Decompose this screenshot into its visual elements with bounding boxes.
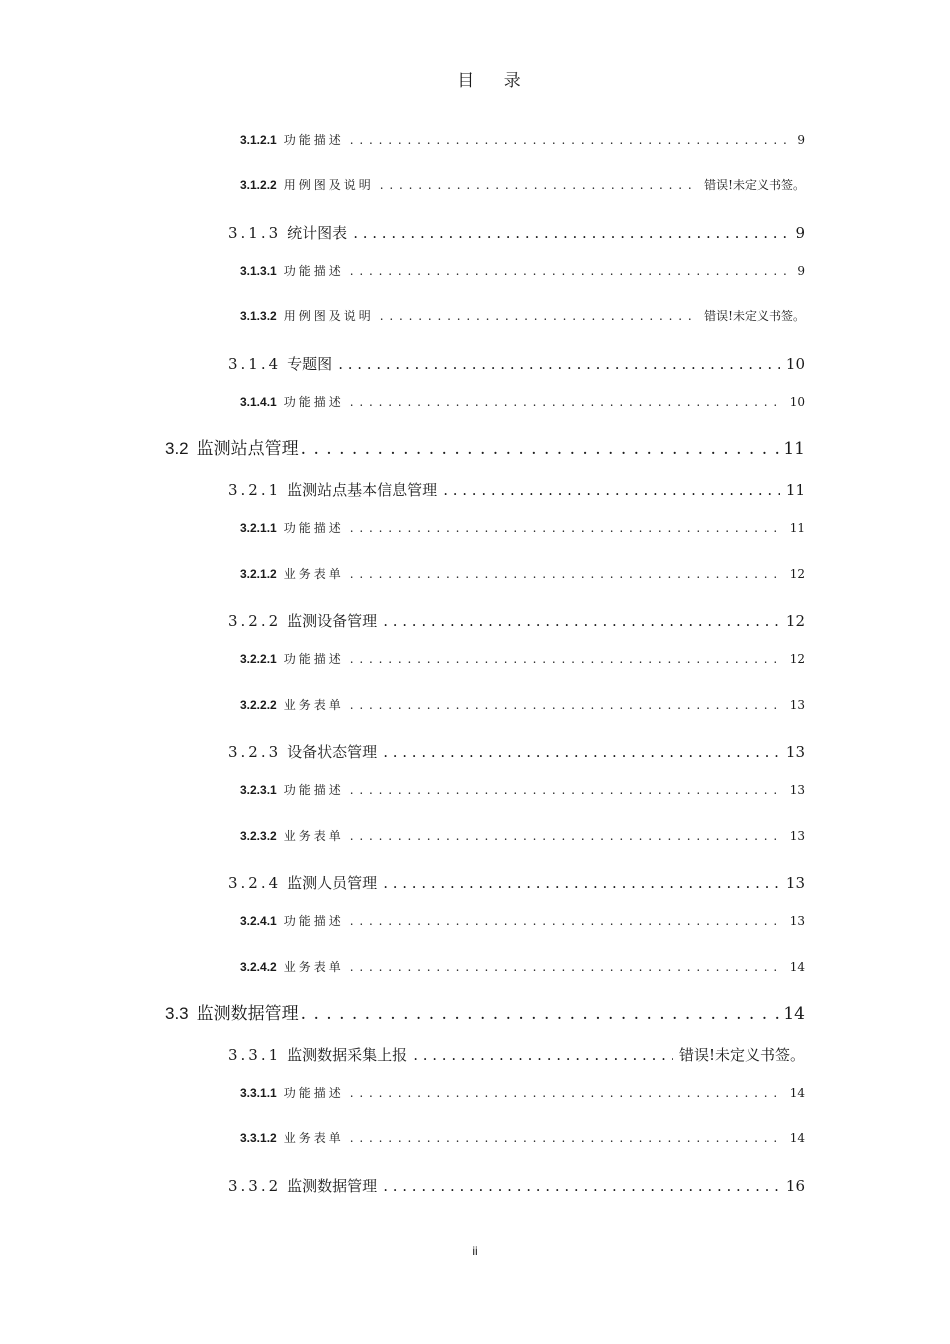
toc-entry[interactable] [240, 519, 805, 536]
toc-entry-page: 错误!未定义书签。 [704, 309, 805, 323]
toc-entry-page: 11 [789, 521, 805, 535]
toc-entry-number: 3.3.2 [228, 1177, 282, 1195]
toc-entry-title: 统计图表 [287, 224, 348, 242]
toc-entry-page: 12 [789, 567, 805, 581]
dot-leader [350, 521, 784, 535]
toc-entry-number: 3.1.2.1 [240, 133, 277, 147]
toc-entry[interactable] [240, 262, 805, 279]
toc-entry-page: 错误!未定义书签。 [678, 1046, 805, 1064]
toc-entry-title: 业务表单 [283, 1131, 344, 1145]
dot-leader [301, 1004, 782, 1024]
toc-entry-title: 监测站点管理 [196, 439, 299, 459]
dot-leader [350, 264, 792, 278]
toc-entry[interactable] [228, 222, 805, 243]
toc-entry-page: 14 [789, 1086, 805, 1100]
toc-entry-title: 功能描述 [283, 652, 344, 666]
toc-title: 目 录 [457, 71, 533, 91]
toc-entry-number: 3.3 [165, 1004, 189, 1023]
toc-entry[interactable] [240, 176, 805, 193]
toc-entry-number: 3.1.3.2 [240, 309, 277, 323]
toc-entry-title: 监测人员管理 [287, 874, 378, 892]
toc-entry[interactable] [228, 741, 805, 762]
toc-entry-page: 13 [785, 874, 805, 892]
toc-entry-page: 13 [789, 698, 805, 712]
toc-entry-title: 功能描述 [283, 783, 344, 797]
toc-entry-title: 业务表单 [283, 829, 344, 843]
toc-entry-number: 3.2.1.1 [240, 521, 277, 535]
toc-entry[interactable] [228, 610, 805, 631]
toc-entry-number: 3.2.4.2 [240, 960, 277, 974]
dot-leader [338, 355, 780, 373]
toc-entry[interactable] [240, 650, 805, 667]
toc-entry-page: 12 [785, 612, 805, 630]
toc-entry-title: 监测数据管理 [287, 1177, 378, 1195]
toc-entry-page: 9 [797, 133, 805, 147]
toc-entry[interactable] [240, 1084, 805, 1101]
toc-entry[interactable] [240, 912, 805, 929]
toc-entry-title: 功能描述 [283, 395, 344, 409]
toc-entry[interactable] [240, 393, 805, 410]
toc-entry-number: 3.1.3.1 [240, 264, 277, 278]
toc-entry-number: 3.3.1.1 [240, 1086, 277, 1100]
dot-leader [353, 224, 789, 242]
toc-entry[interactable] [240, 696, 805, 713]
toc-entry[interactable] [228, 872, 805, 893]
toc-entry-page: 14 [783, 1004, 805, 1024]
toc-entry-number: 3.2.3.2 [240, 829, 277, 843]
toc-entry-number: 3.1.4.1 [240, 395, 277, 409]
toc-entry-number: 3.2.1.2 [240, 567, 277, 581]
toc-entry-title: 业务表单 [283, 698, 344, 712]
toc-entry-page: 14 [789, 960, 805, 974]
toc-entry-title: 监测站点基本信息管理 [287, 481, 438, 499]
toc-entry-title: 功能描述 [283, 521, 344, 535]
toc-entry-number: 3.2.3.1 [240, 783, 277, 797]
toc-entry-title: 功能描述 [283, 914, 344, 928]
toc-entry-number: 3.1.3 [228, 224, 282, 242]
toc-entry-page: 错误!未定义书签。 [704, 178, 805, 192]
toc-entry-page: 10 [789, 395, 805, 409]
dot-leader [383, 612, 780, 630]
toc-entry-page: 13 [789, 914, 805, 928]
toc-entry-page: 16 [785, 1177, 805, 1195]
toc-entry-page: 11 [785, 481, 805, 499]
toc-entry-title: 用例图及说明 [283, 309, 374, 323]
toc-entry-title: 用例图及说明 [283, 178, 374, 192]
toc-entry[interactable] [240, 131, 805, 148]
toc-entry-page: 13 [789, 829, 805, 843]
toc-entry-number: 3.2.2.1 [240, 652, 277, 666]
dot-leader [350, 567, 784, 581]
dot-leader [350, 652, 784, 666]
toc-entry-title: 业务表单 [283, 960, 344, 974]
toc-entry-number: 3.1.4 [228, 355, 282, 373]
dot-leader [383, 874, 780, 892]
toc-entry[interactable] [240, 781, 805, 798]
toc-entry-number: 3.2.4 [228, 874, 282, 892]
toc-entry-page: 9 [797, 264, 805, 278]
toc-entry[interactable] [228, 1044, 805, 1065]
page-number: ii [472, 1244, 478, 1258]
toc-entry-number: 3.2.3 [228, 743, 282, 761]
toc-entry-page: 13 [789, 783, 805, 797]
toc-entry-title: 功能描述 [283, 133, 344, 147]
dot-leader [350, 783, 784, 797]
toc-entry[interactable] [228, 479, 805, 500]
toc-entry[interactable] [240, 1129, 805, 1146]
dot-leader [350, 698, 784, 712]
toc-entry[interactable] [165, 999, 805, 1024]
dot-leader [301, 439, 782, 459]
toc-entry[interactable] [240, 827, 805, 844]
dot-leader [413, 1046, 673, 1064]
toc-entry-page: 11 [783, 439, 805, 459]
toc-entry-title: 专题图 [287, 355, 333, 373]
dot-leader [443, 481, 780, 499]
dot-leader [350, 395, 784, 409]
toc-entry-title: 设备状态管理 [287, 743, 378, 761]
dot-leader [380, 178, 698, 192]
toc-entry-page: 9 [795, 224, 805, 242]
toc-entry-number: 3.3.1.2 [240, 1131, 277, 1145]
toc-entry-title: 功能描述 [283, 1086, 344, 1100]
toc-entry-number: 3.2.2 [228, 612, 282, 630]
toc-entry-title: 功能描述 [283, 264, 344, 278]
dot-leader [350, 829, 784, 843]
toc-entry-number: 3.2.1 [228, 481, 282, 499]
dot-leader [383, 1177, 780, 1195]
toc-entry[interactable] [240, 565, 805, 582]
toc-entry-title: 监测数据管理 [196, 1004, 299, 1024]
toc-entry[interactable] [240, 307, 805, 324]
toc-entry-number: 3.3.1 [228, 1046, 282, 1064]
toc-entry[interactable] [165, 434, 805, 459]
toc-entry-title: 监测设备管理 [287, 612, 378, 630]
dot-leader [383, 743, 780, 761]
dot-leader [350, 1086, 784, 1100]
dot-leader [350, 133, 792, 147]
toc-entry-number: 3.2.2.2 [240, 698, 277, 712]
dot-leader [350, 960, 784, 974]
toc-entry[interactable] [228, 353, 805, 374]
dot-leader [380, 309, 698, 323]
toc-entry-page: 14 [789, 1131, 805, 1145]
toc-entry-page: 10 [785, 355, 805, 373]
toc-entry-number: 3.2.4.1 [240, 914, 277, 928]
toc-entry-page: 12 [789, 652, 805, 666]
toc-entry-title: 业务表单 [283, 567, 344, 581]
toc-entry[interactable] [228, 1175, 805, 1196]
toc-entry-page: 13 [785, 743, 805, 761]
dot-leader [350, 1131, 784, 1145]
dot-leader [350, 914, 784, 928]
toc-entry-number: 3.1.2.2 [240, 178, 277, 192]
toc-entry-number: 3.2 [165, 439, 189, 458]
toc-entry-title: 监测数据采集上报 [287, 1046, 408, 1064]
toc-entry[interactable] [240, 958, 805, 975]
